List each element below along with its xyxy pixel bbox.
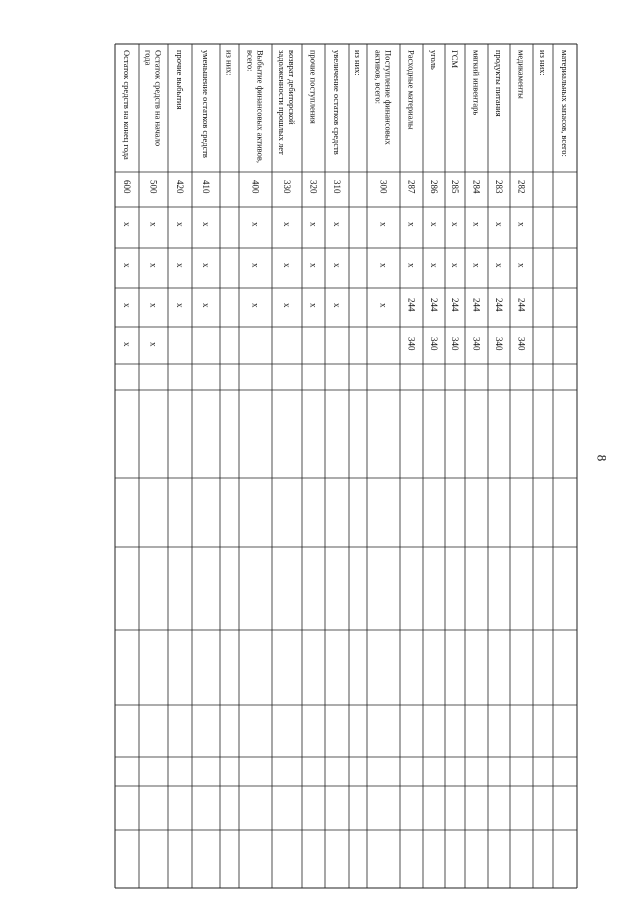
cell-marker: x [308, 263, 319, 268]
cell-marker: x [122, 342, 132, 347]
row-label: прочие поступления [308, 50, 319, 124]
row-code: 287 [406, 180, 417, 194]
row-code: 282 [516, 180, 527, 194]
cell-marker: x [406, 263, 417, 268]
cell-marker: x [282, 263, 292, 268]
cell-marker: x [201, 303, 211, 308]
cell-marker: x [148, 342, 159, 347]
cell-value: 340 [516, 337, 527, 351]
row-label: задолженности прошлых лет [277, 50, 287, 155]
row-label: увеличение остатков средств [332, 50, 342, 155]
row-code: 330 [282, 180, 292, 194]
cell-marker: x [175, 222, 185, 227]
row-code: 600 [122, 180, 132, 194]
cell-value: 340 [429, 337, 439, 351]
cell-value: 244 [471, 298, 482, 312]
row-code: 283 [494, 180, 504, 194]
cell-marker: x [201, 263, 211, 268]
cell-marker: x [250, 222, 261, 227]
cell-marker: x [148, 303, 159, 308]
cell-marker: x [175, 263, 185, 268]
cell-marker: x [175, 303, 185, 308]
row-label: возврат дебиторской [287, 50, 297, 125]
cell-marker: x [450, 222, 460, 227]
cell-marker: x [471, 263, 482, 268]
cell-value: 340 [450, 337, 460, 351]
cell-marker: x [308, 222, 319, 227]
row-label: Остаток средств на конец года [122, 50, 132, 160]
cell-marker: x [332, 222, 342, 227]
cell-marker: x [429, 222, 439, 227]
cell-marker: x [494, 222, 504, 227]
cell-marker: x [201, 222, 211, 227]
cell-marker: x [308, 303, 319, 308]
row-code: 410 [201, 180, 211, 194]
row-label: Выбытие финансовых активов, [255, 50, 266, 164]
row-label: из них: [538, 50, 548, 76]
row-label: из них: [224, 50, 235, 76]
row-code: 286 [429, 180, 439, 194]
page-number: 8 [594, 454, 610, 462]
cell-marker: x [332, 263, 342, 268]
row-label: года [143, 50, 154, 66]
cell-marker: x [332, 303, 342, 308]
cell-marker: x [494, 263, 504, 268]
row-label: ГСМ [450, 50, 460, 69]
row-code: 320 [308, 180, 319, 194]
row-label: продукты питания [494, 50, 504, 117]
cell-marker: x [282, 222, 292, 227]
row-label: мягкий инвентарь [471, 50, 482, 116]
cell-value: 340 [471, 337, 482, 351]
row-label: медикаменты [516, 50, 527, 99]
cell-marker: x [148, 263, 159, 268]
cell-marker: x [516, 222, 527, 227]
cell-marker: x [516, 263, 527, 268]
cell-marker: x [378, 222, 389, 227]
row-label: Расходные материалы [406, 50, 417, 130]
cell-marker: x [378, 263, 389, 268]
row-label: Поступление финансовых [383, 50, 394, 145]
cell-value: 340 [406, 337, 417, 351]
cell-marker: x [122, 222, 132, 227]
cell-marker: x [122, 263, 132, 268]
cell-marker: x [122, 303, 132, 308]
cell-value: 244 [494, 298, 504, 312]
cell-marker: x [148, 222, 159, 227]
row-code: 285 [450, 180, 460, 194]
cell-marker: x [250, 303, 261, 308]
row-code: 310 [332, 180, 342, 194]
row-label: из них: [353, 50, 363, 76]
row-code: 500 [148, 180, 159, 194]
row-label: Остаток средств на начало [153, 50, 164, 147]
row-label: уменьшение остатков средств [201, 50, 211, 158]
cell-marker: x [282, 303, 292, 308]
row-label: всего: [245, 50, 256, 72]
cell-value: 244 [406, 298, 417, 312]
row-label: прочие выбытия [175, 50, 185, 110]
cell-marker: x [450, 263, 460, 268]
row-label: уголь [429, 50, 439, 70]
row-code: 300 [378, 180, 389, 194]
row-code: 284 [471, 180, 482, 194]
cell-value: 244 [450, 298, 460, 312]
cell-marker: x [406, 222, 417, 227]
cell-marker: x [378, 303, 389, 308]
cell-marker: x [471, 222, 482, 227]
cell-value: 340 [494, 337, 504, 351]
row-code: 420 [175, 180, 185, 194]
row-code: 400 [250, 180, 261, 194]
cell-value: 244 [516, 298, 527, 312]
row-label: активов, всего: [373, 50, 384, 105]
row-label: материальных запасов, всего: [560, 50, 570, 157]
cell-value: 244 [429, 298, 439, 312]
cell-marker: x [250, 263, 261, 268]
cell-marker: x [429, 263, 439, 268]
